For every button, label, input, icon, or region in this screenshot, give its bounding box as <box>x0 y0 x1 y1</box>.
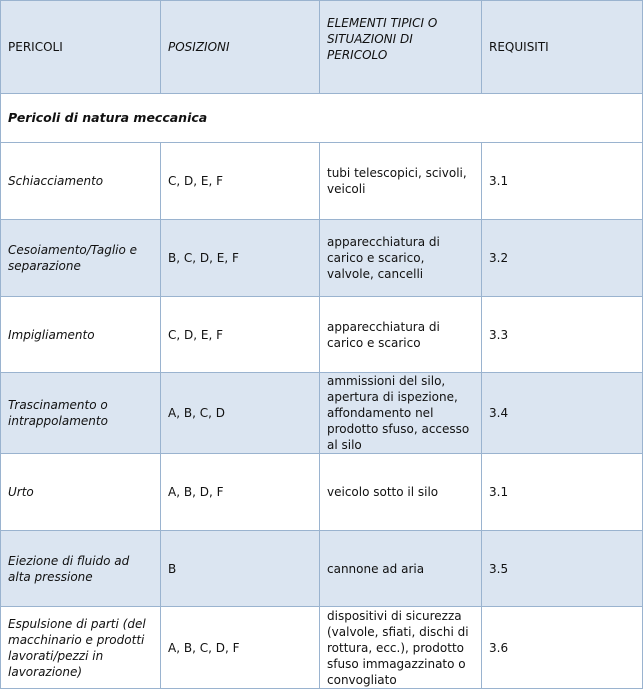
header-pericoli: PERICOLI <box>1 1 161 94</box>
elements-cell: apparecchiatura di carico e scarico, valvole, cancelli <box>320 220 482 297</box>
hazard-cell: Eiezione di fluido ad alta pressione <box>1 531 161 607</box>
hazard-cell: Schiacciamento <box>1 143 161 220</box>
elements-cell: dispositivi di sicurezza (valvole, sfiati, dischi di rottura, ecc.), prodotto sfuso immagazzinato o convogliato <box>320 607 482 689</box>
table-row <box>1 143 643 220</box>
section-row <box>1 94 643 143</box>
elements-cell: apparecchiatura di carico e scarico <box>320 297 482 373</box>
positions-cell: B <box>161 531 320 607</box>
hazard-cell: Cesoiamento/Taglio e separazione <box>1 220 161 297</box>
hazard-cell: Trascinamento o intrappolamento <box>1 373 161 454</box>
requirements-cell: 3.5 <box>482 531 643 607</box>
header-posizioni: POSIZIONI <box>161 1 320 94</box>
table-row <box>1 454 643 531</box>
elements-cell: veicolo sotto il silo <box>320 454 482 531</box>
table-row <box>1 220 643 297</box>
table-row <box>1 531 643 607</box>
hazard-cell: Impigliamento <box>1 297 161 373</box>
header-row <box>1 1 643 94</box>
hazard-cell: Espulsione di parti (del macchinario e prodotti lavorati/pezzi in lavorazione) <box>1 607 161 689</box>
requirements-cell: 3.4 <box>482 373 643 454</box>
header-requisiti: REQUISITI <box>482 1 643 94</box>
section-title: Pericoli di natura meccanica <box>1 94 643 143</box>
positions-cell: C, D, E, F <box>161 143 320 220</box>
requirements-cell: 3.1 <box>482 143 643 220</box>
positions-cell: A, B, C, D, F <box>161 607 320 689</box>
requirements-cell: 3.2 <box>482 220 643 297</box>
table-row <box>1 297 643 373</box>
positions-cell: C, D, E, F <box>161 297 320 373</box>
elements-cell: cannone ad aria <box>320 531 482 607</box>
requirements-cell: 3.3 <box>482 297 643 373</box>
table-row <box>1 607 643 689</box>
requirements-cell: 3.1 <box>482 454 643 531</box>
positions-cell: A, B, C, D <box>161 373 320 454</box>
hazard-cell: Urto <box>1 454 161 531</box>
requirements-cell: 3.6 <box>482 607 643 689</box>
table-row <box>1 373 643 454</box>
elements-cell: tubi telescopici, scivoli, veicoli <box>320 143 482 220</box>
positions-cell: B, C, D, E, F <box>161 220 320 297</box>
header-elementi: ELEMENTI TIPICI O SITUAZIONI DI PERICOLO <box>320 1 482 94</box>
elements-cell: ammissioni del silo, apertura di ispezione, affondamento nel prodotto sfuso, accesso al silo <box>320 373 482 454</box>
positions-cell: A, B, D, F <box>161 454 320 531</box>
